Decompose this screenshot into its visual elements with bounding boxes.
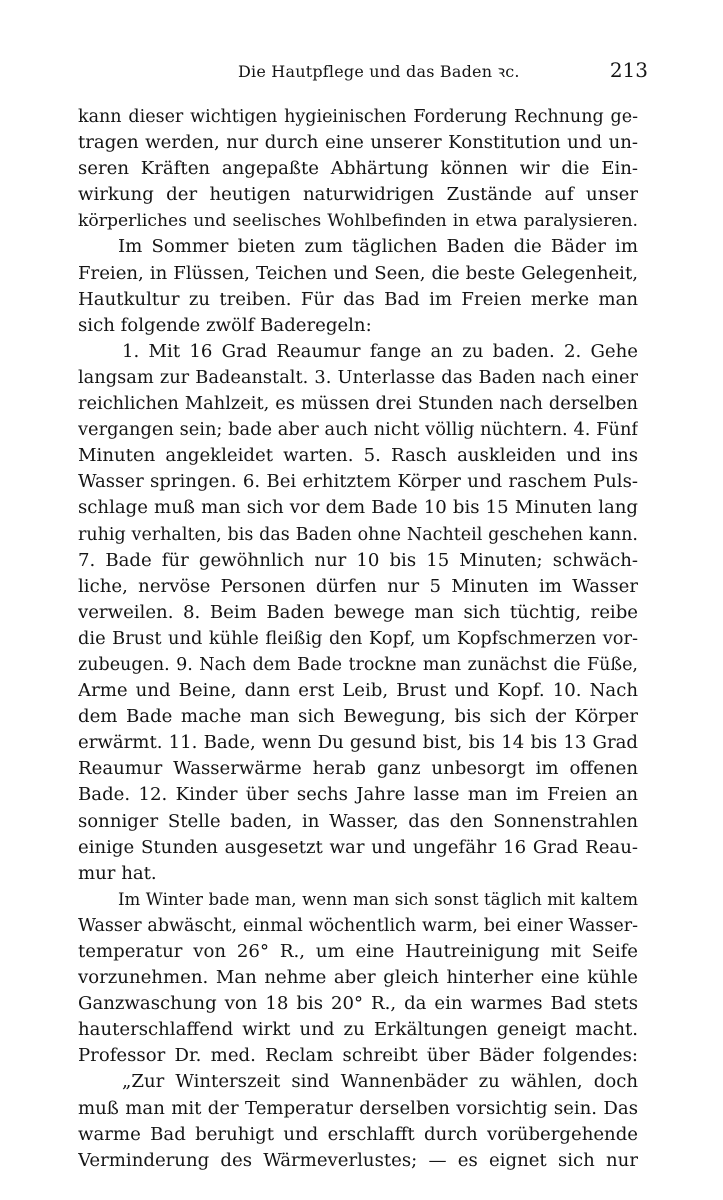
text-line: liche, nervöse Personen dürfen nur 5 Minuten im Wasser <box>78 575 638 597</box>
text-line: 1. Mit 16 Grad Reaumur fange an zu baden. 2. Gehe <box>122 340 638 362</box>
text-line: vorzunehmen. Man nehme aber gleich hinterher eine kühle <box>78 967 638 989</box>
text-line: Im Sommer bieten zum täglichen Baden die Bäder im <box>118 236 638 258</box>
text-line: sich folgende zwölf Baderegeln: <box>78 314 372 336</box>
text-line: warme Bad beruhigt und erschlafft durch vorübergehende <box>78 1123 638 1145</box>
text-line: zubeugen. 9. Nach dem Bade trockne man zunächst die Füße, <box>78 654 638 675</box>
text-line: sonniger Stelle baden, in Wasser, das den Sonnenstrahlen <box>78 810 638 832</box>
text-line: mur hat. <box>78 862 157 884</box>
text-line: körperliches und seelisches Wohlbefinden in etwa paralysieren. <box>78 211 638 232</box>
text-line: kann dieser wichtigen hygieinischen Forderung Rechnung ge- <box>78 107 638 127</box>
page-number: 213 <box>609 58 648 82</box>
text-line: Professor Dr. med. Reclam schreibt über Bäder folgendes: <box>78 1045 638 1067</box>
text-line: verweilen. 8. Beim Baden bewege man sich tüchtig, reibe <box>78 601 638 623</box>
text-line: muß man mit der Temperatur derselben vorsichtig sein. Das <box>78 1097 638 1119</box>
text-line: ruhig verhalten, bis das Baden ohne Nachteil geschehen kann. <box>78 524 638 545</box>
page-header <box>78 60 648 90</box>
text-line: die Brust und kühle fleißig den Kopf, um Kopfschmerzen vor- <box>78 627 638 649</box>
text-line: temperatur von 26° R., um eine Hautreinigung mit Seife <box>78 941 638 962</box>
text-line: Bade. 12. Kinder über sechs Jahre lasse man im Freien an <box>78 784 638 806</box>
text-line: erwärmt. 11. Bade, wenn Du gesund bist, bis 14 bis 13 Grad <box>78 732 638 754</box>
text-line: tragen werden, nur durch eine unserer Konstitution und un- <box>78 132 638 154</box>
text-line: seren Kräften angepaßte Abhärtung können wir die Ein- <box>78 158 638 180</box>
text-line: Verminderung des Wärmeverlustes; — es eignet sich nur <box>78 1149 638 1171</box>
text-line: einige Stunden ausgesetzt war und ungefähr 16 Grad Reau- <box>78 836 638 858</box>
text-line: „Zur Winterszeit sind Wannenbäder zu wählen, doch <box>122 1071 638 1093</box>
text-line: schlage muß man sich vor dem Bade 10 bis 15 Minuten lang <box>78 497 638 519</box>
text-line: Arme und Beine, dann erst Leib, Brust und Kopf. 10. Nach <box>78 680 638 702</box>
text-line: Minuten angekleidet warten. 5. Rasch auskleiden und ins <box>78 445 638 467</box>
text-line: wirkung der heutigen naturwidrigen Zustände auf unser <box>78 184 638 206</box>
text-line: reichlichen Mahlzeit, es müssen drei Stunden nach derselben <box>78 393 638 415</box>
text-line: langsam zur Badeanstalt. 3. Unterlasse das Baden nach einer <box>78 366 638 388</box>
text-line: Wasser abwäscht, einmal wöchentlich warm, bei einer Wasser- <box>78 915 638 936</box>
text-line: Wasser springen. 6. Bei erhitztem Körper und raschem Puls- <box>78 471 638 493</box>
text-line: Freien, in Flüssen, Teichen und Seen, die beste Gelegenheit, <box>78 262 638 284</box>
body-text <box>78 104 638 1174</box>
running-title: Die Hautpflege und das Baden ꝛc. <box>238 62 520 81</box>
text-line: Reaumur Wasserwärme herab ganz unbesorgt im offenen <box>78 758 638 780</box>
text-line: 7. Bade für gewöhnlich nur 10 bis 15 Minuten; schwäch- <box>78 549 638 571</box>
text-line: dem Bade mache man sich Bewegung, bis sich der Körper <box>78 706 638 728</box>
text-line: Ganzwaschung von 18 bis 20° R., da ein warmes Bad stets <box>78 993 638 1015</box>
text-line: vergangen sein; bade aber auch nicht völlig nüchtern. 4. Fünf <box>78 419 638 441</box>
text-line: Im Winter bade man, wenn man sich sonst täglich mit kaltem <box>118 889 638 909</box>
text-line: hauterschlaffend wirkt und zu Erkältungen geneigt macht. <box>78 1019 638 1041</box>
text-line: Hautkultur zu treiben. Für das Bad im Freien merke man <box>78 288 638 310</box>
